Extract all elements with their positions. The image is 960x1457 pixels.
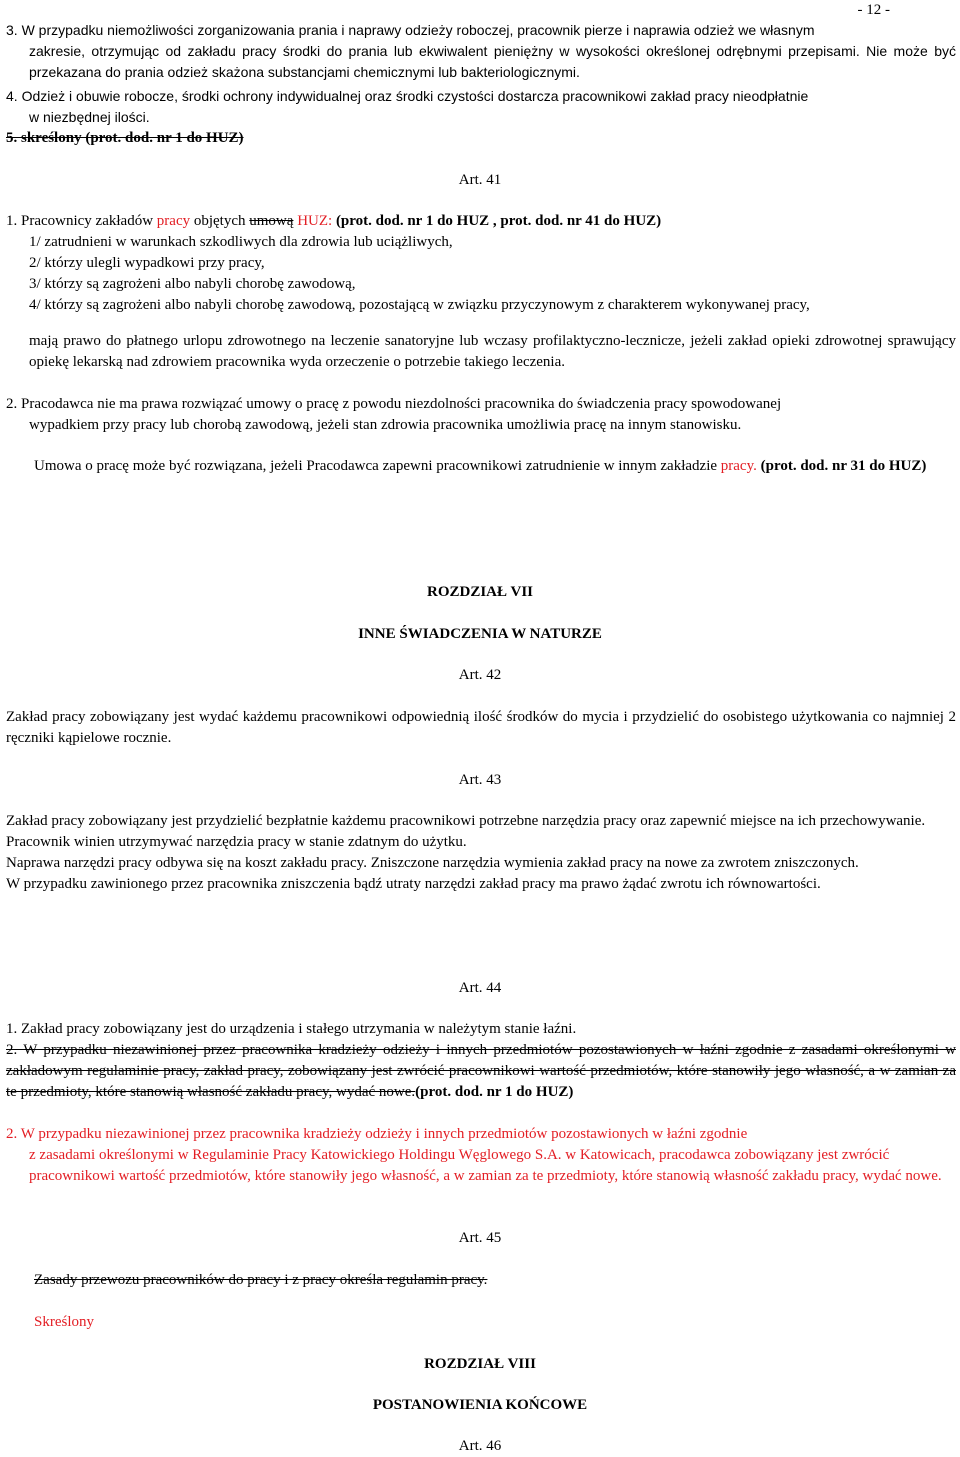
art46-heading: Art. 46 xyxy=(458,1438,502,1454)
a44-p2new-rest: z zasadami określonymi w Regulaminie Pracy Katowickiego Holdingu Węglowego S.A. w Katowicach, pracodawca zobowiązany jest zwrócić pracownikowi wartość przedmiotów, które stanowiły jego własność, a w zamian za te przedmioty, które stanowią własność zakładu pracy, wydać nowe. xyxy=(29,1147,942,1184)
art44-heading: Art. 44 xyxy=(458,980,502,996)
art41-paragraph-3 xyxy=(6,456,956,477)
p3-line1: 3. W przypadku niemożliwości zorganizowania prania i naprawy odzieży roboczej, pracownik pierze i naprawia odzież we własnym xyxy=(6,22,815,38)
a41-p2-cont: wypadkiem przy pracy lub chorobą zawodową, jeżeli stan zdrowia pracownika umożliwia pracę na innym stanowisku. xyxy=(29,417,742,433)
p3-rest: zakresie, otrzymując od zakładu pracy środki do prania lub ekwiwalent pieniężny w wysokości określonej odrębnymi przepisami. Nie może być przekazana do prania odzież skażona substancjami chemicznymi lub bakteriologicznymi. xyxy=(29,43,956,80)
a45-struck: Zasady przewozu pracowników do pracy i z pracy określa regulamin pracy. xyxy=(34,1272,488,1288)
art41-paragraph-1-tail: mają prawo do płatnego urlopu zdrowotnego na leczenie sanatoryjne lub wczasy profilaktyczno-lecznicze, jeżeli zakład opieki zdrowotnej sprawujący opiekę lekarską nad zdrowiem pracownika wyda orzeczenie o potrzebie takiego leczenia. xyxy=(29,333,956,370)
art42-heading: Art. 42 xyxy=(458,667,502,683)
chapter-7-heading: ROZDZIAŁ VII xyxy=(426,584,533,600)
art43-heading: Art. 43 xyxy=(458,772,502,788)
art41-heading: Art. 41 xyxy=(458,172,502,188)
list-item: 1/ zatrudnieni w warunkach szkodliwych dla zdrowia lub uciążliwych, xyxy=(29,234,453,250)
a41-num: 1 xyxy=(6,213,14,229)
art41-paragraph-2 xyxy=(6,394,956,436)
a41-prot-ref: (prot. dod. nr 1 do HUZ , prot. dod. nr 41 do HUZ) xyxy=(332,213,662,229)
a41-p3-red: pracy. xyxy=(720,458,757,474)
art41-list xyxy=(6,232,956,316)
a41-red-pracy: pracy xyxy=(156,213,191,229)
list-item: 4/ którzy są zagrożeni albo nabyli chorobę zawodową, pozostającą w związku przyczynowym z charakterem wykonywanej pracy, xyxy=(29,297,810,313)
a43-para-2: Pracownik winien utrzymywać narzędzia pracy w stanie zdatnym do użytku. xyxy=(6,834,467,850)
list-item: 2/ którzy ulegli wypadkowi przy pracy, xyxy=(29,255,265,271)
art41-paragraph-1 xyxy=(6,211,956,232)
a44-p2-struck-text: 2. W przypadku niezawinionej przez pracownika kradzieży odzieży i innych przedmiotów pozostawionych w łaźni zgodnie z zasadami określonymi w zakładowym regulaminie pracy, zakład pracy, zobowiązany jest zwrócić pracownikowi wartość przedmiotów, które stanowiły jego własność, a w zamian za te przedmioty, które stanowią własność zakładu pracy, wydać nowe. xyxy=(6,1042,956,1100)
chapter-8-title: POSTANOWIENIA KOŃCOWE xyxy=(372,1397,588,1413)
art44-paragraph-2-struck xyxy=(6,1040,956,1103)
a41-text-b: objętych xyxy=(190,213,250,229)
a41-struck-umowa: umową xyxy=(249,213,294,229)
a43-para-4: W przypadku zawinionego przez pracownika zniszczenia bądź utraty narzędzi zakład pracy ma prawo żądać zwrotu ich równowartości. xyxy=(6,876,821,892)
a41-text-a: . Pracownicy zakładów xyxy=(13,213,157,229)
a41-red-huz: HUZ: xyxy=(293,213,333,229)
art45-heading: Art. 45 xyxy=(458,1230,502,1246)
art45-skreslony: Skreślony xyxy=(34,1314,94,1330)
a43-para-3: Naprawa narzędzi pracy odbywa się na koszt zakładu pracy. Zniszczone narzędzia wymienia zakład pracy na nowe za zwrotem zniszczonych. xyxy=(6,855,859,871)
page-number: - 12 - xyxy=(857,2,890,18)
art44-paragraph-2-new xyxy=(6,1124,946,1187)
a41-p3-prot: (prot. dod. nr 31 do HUZ) xyxy=(756,458,927,474)
art40-paragraph-3 xyxy=(6,20,956,83)
a44-p2-prot: (prot. dod. nr 1 do HUZ) xyxy=(415,1084,574,1100)
list-item: 3/ którzy są zagrożeni albo nabyli chorobę zawodową, xyxy=(29,276,356,292)
art42-text: Zakład pracy zobowiązany jest wydać każdemu pracownikowi odpowiednią ilość środków do mycia i przydzielić do osobistego użytkowania co najmniej 2 ręczniki kąpielowe rocznie. xyxy=(6,709,956,746)
p4-line1: 4. Odzież i obuwie robocze, środki ochrony indywidualnej oraz środki czystości dostarcza pracownikowi zakład pracy nieodpłatnie xyxy=(6,88,809,104)
art40-paragraph-4 xyxy=(6,86,956,128)
art43-text xyxy=(6,811,956,895)
chapter-7-title: INNE ŚWIADCZENIA W NATURZE xyxy=(358,626,602,642)
art40-paragraph-5: 5. skreślony (prot. dod. nr 1 do HUZ) xyxy=(6,130,244,146)
a41-p3-text: Umowa o pracę może być rozwiązana, jeżeli Pracodawca zapewni pracownikowi zatrudnienie w innym zakładzie xyxy=(34,458,721,474)
a41-p2-line1: 2. Pracodawca nie ma prawa rozwiązać umowy o pracę z powodu niezdolności pracownika do świadczenia pracy spowodowanej xyxy=(6,396,782,412)
art44-paragraph-1: 1. Zakład pracy zobowiązany jest do urządzenia i stałego utrzymania w należytym stanie łaźni. xyxy=(6,1021,577,1037)
art45-struck-text xyxy=(6,1270,956,1291)
chapter-8-heading: ROZDZIAŁ VIII xyxy=(424,1356,536,1372)
p4-cont: w niezbędnej ilości. xyxy=(29,109,150,125)
a43-para-1: Zakład pracy zobowiązany jest przydzielić bezpłatnie każdemu pracownikowi potrzebne narzędzia pracy oraz zapewnić miejsce na ich przechowywanie. xyxy=(6,813,926,829)
a44-p2new-line1: 2. W przypadku niezawinionej przez pracownika kradzieży odzieży i innych przedmiotów pozostawionych w łaźni zgodnie xyxy=(6,1126,748,1142)
